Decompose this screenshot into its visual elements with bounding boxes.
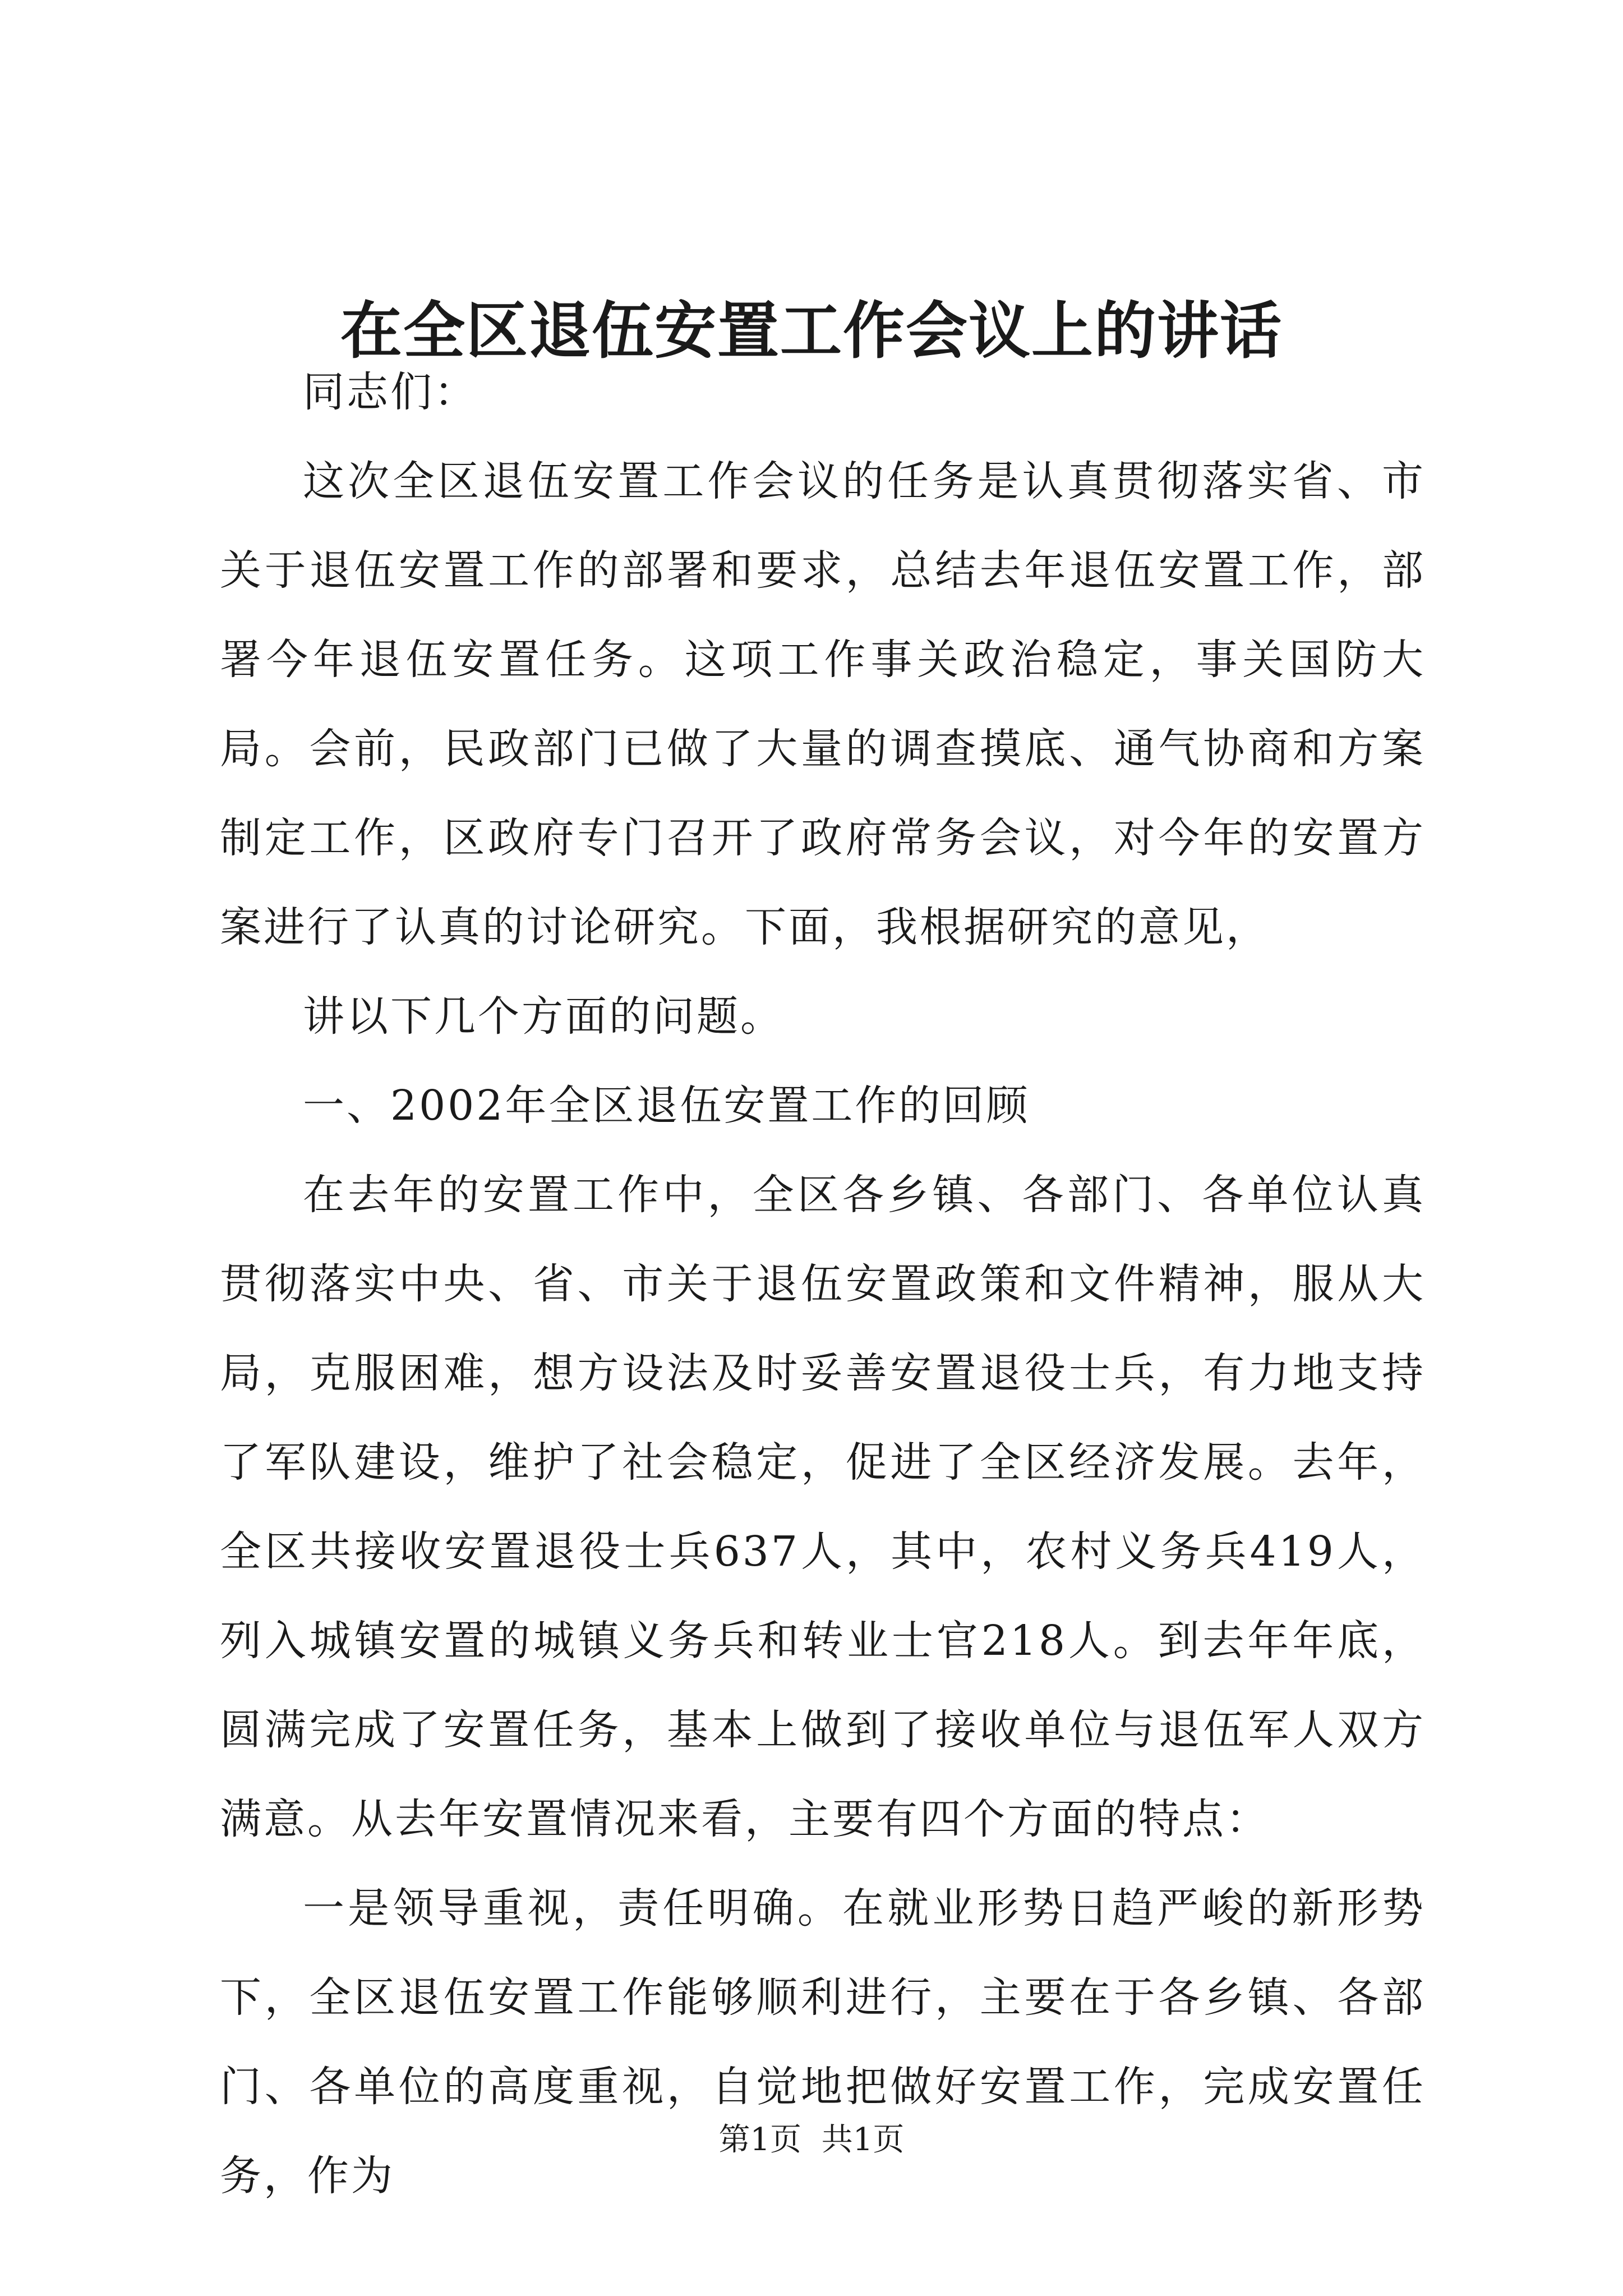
feature-one-paragraph: 一是领导重视，责任明确。在就业形势日趋严峻的新形势下，全区退伍安置工作能够顺利进行，主要在于各乡镇、各部门、各单位的高度重视，自觉地把做好安置工作，完成安置任务，作为 (220, 1884, 1426, 2200)
page-footer (0, 2118, 1623, 2162)
review-paragraph: 在去年的安置工作中，全区各乡镇、各部门、各单位认真贯彻落实中央、省、市关于退伍安置政策和文件精神，服从大局，克服困难，想方设法及时妥善安置退役士兵，有力地支持了军队建设，维护了社会稳定，促进了全区经济发展。去年，全区共接收安置退役士兵637人，其中，农村义务兵419人，列入城镇安置的城镇义务兵和转业士官218人。到去年年底，圆满完成了安置任务，基本上做到了接收单位与退伍军人双方满意。从去年安置情况来看，主要有四个方面的特点： (220, 1171, 1426, 1843)
salutation-paragraph: 同志们： (303, 368, 478, 416)
document-title: 在全区退伍安置工作会议上的讲话 (340, 295, 1283, 367)
section-heading: 一、2002年全区退伍安置工作的回顾 (303, 1082, 1030, 1130)
page-number: 第1页 (718, 2122, 802, 2158)
intro-continuation-paragraph: 讲以下几个方面的问题。 (303, 992, 784, 1041)
page-total: 共1页 (821, 2122, 905, 2158)
intro-paragraph: 这次全区退伍安置工作会议的任务是认真贯彻落实省、市关于退伍安置工作的部署和要求，总结去年退伍安置工作，部署今年退伍安置任务。这项工作事关政治稳定，事关国防大局。会前，民政部门已做了大量的调查摸底、通气协商和方案制定工作，区政府专门召开了政府常务会议，对今年的安置方案进行了认真的讨论研究。下面，我根据研究的意见， (220, 457, 1426, 951)
document-body (220, 348, 1426, 2221)
